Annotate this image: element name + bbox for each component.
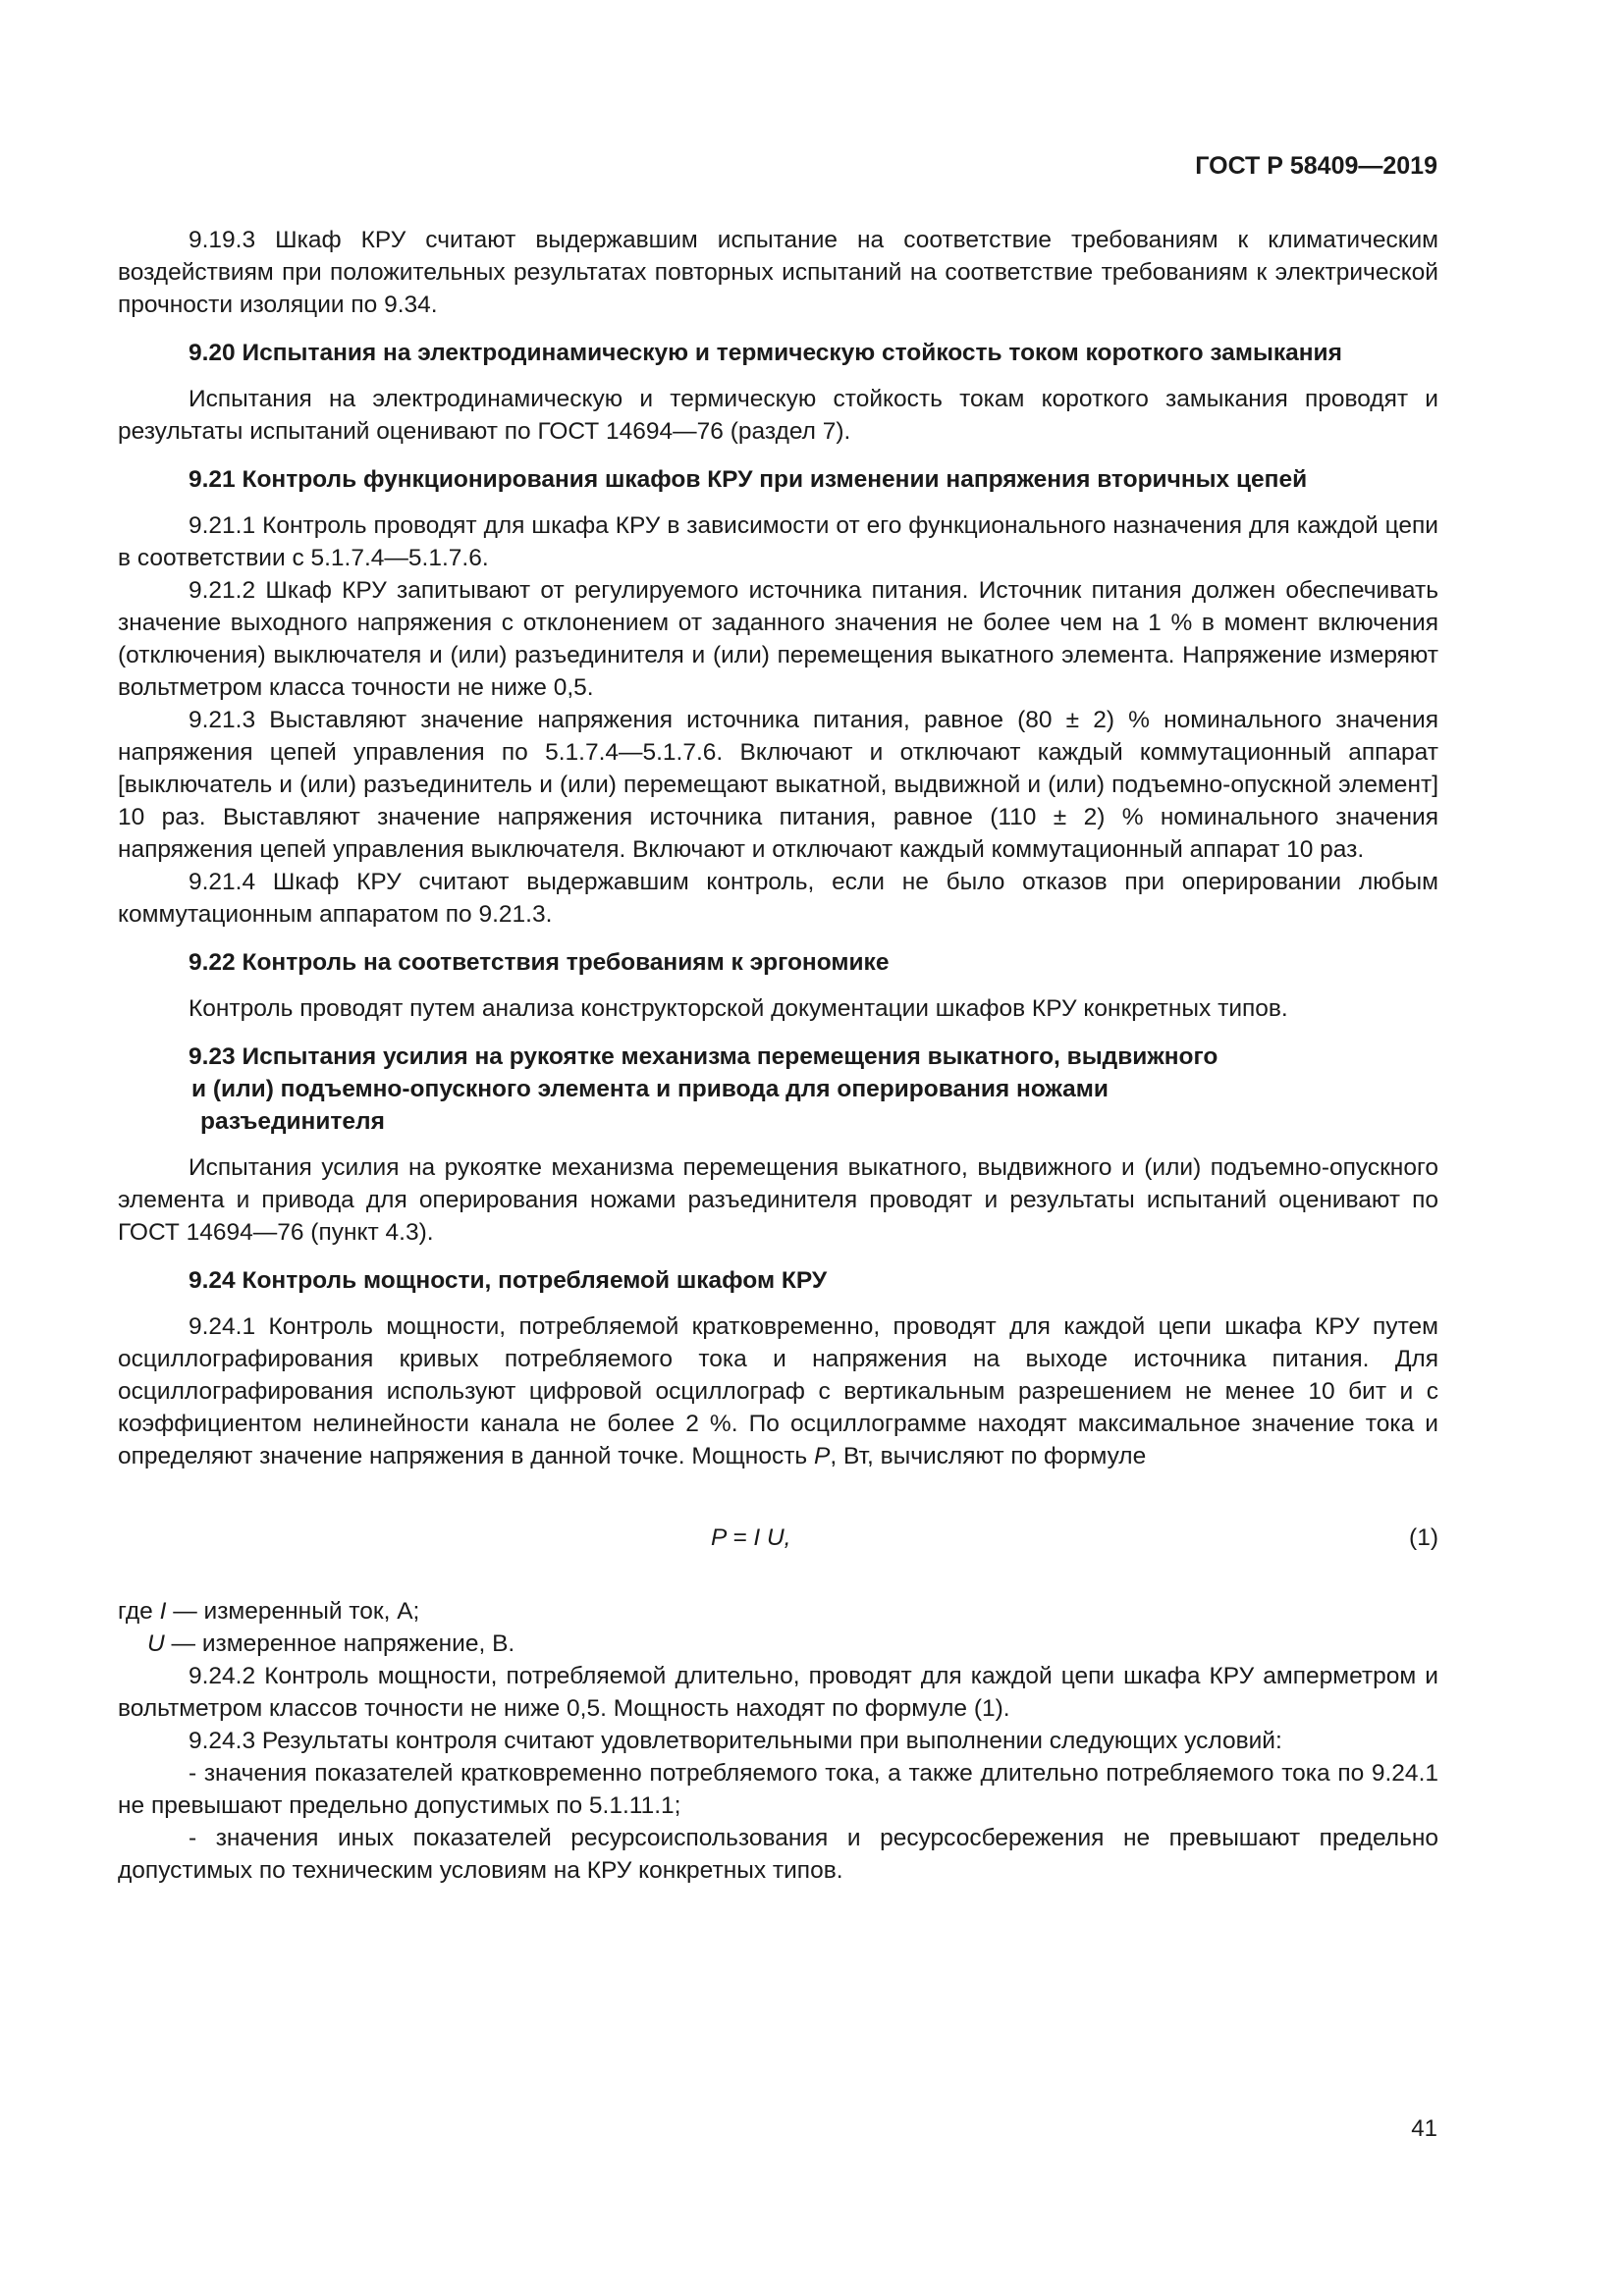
paragraph-9-21-1: 9.21.1 Контроль проводят для шкафа КРУ в зависимости от его функционального назначения для каждой цепи в соответствии с 5.1.7.4—5.1.7.6. — [118, 512, 1438, 571]
paragraph-9-24-3: 9.24.3 Результаты контроля считают удовлетворительными при выполнении следующих условий: — [189, 1728, 1282, 1754]
paragraph-9-24-1: 9.24.1 Контроль мощности, потребляемой кратковременно, проводят для каждой цепи шкафа КРУ путем осциллографирования кривых потребляемого тока и напряжения на выходе источника питания. Для осциллографирования используют цифровой осциллограф с вертикальным разрешением не менее 10 бит и с коэффициентом нелинейности канала не более 2 %. По осциллограмме находят максимальное значение тока и определяют значение напряжения в данной точке. Мощность P, Вт, вычисляют по формуле — [118, 1313, 1438, 1469]
formula-number: (1) — [1409, 1524, 1438, 1551]
heading-9-23-line-1: 9.23 Испытания усилия на рукоятке механизма перемещения выкатного, выдвижного — [189, 1043, 1218, 1070]
page-body — [118, 224, 1438, 1887]
document-header: ГОСТ Р 58409—2019 — [1195, 152, 1437, 180]
where-line-voltage: U — измеренное напряжение, В. — [147, 1630, 515, 1657]
heading-9-22: 9.22 Контроль на соответствия требованиям к эргономике — [189, 949, 890, 976]
heading-9-23 — [118, 1041, 1438, 1138]
list-item-1: - значения показателей кратковременно потребляемого тока, а также длительно потребляемого тока по 9.24.1 не превышают предельно допустимых по 5.1.11.1; — [118, 1760, 1438, 1819]
heading-9-24: 9.24 Контроль мощности, потребляемой шкафом КРУ — [189, 1267, 828, 1294]
paragraph-9-21-3: 9.21.3 Выставляют значение напряжения источника питания, равное (80 ± 2) % номинального значения напряжения цепей управления по 5.1.7.4—5.1.7.6. Включают и отключают каждый коммутационный аппарат [выключатель и (или) разъединитель и (или) перемещают выкатной, выдвижной и (или) подъемно-опускной элемент] 10 раз. Выставляют значение напряжения источника питания, равное (110 ± 2) % номинального значения напряжения цепей управления выключателя. Включают и отключают каждый коммутационный аппарат 10 раз. — [118, 707, 1438, 863]
paragraph-9-23: Испытания усилия на рукоятке механизма перемещения выкатного, выдвижного и (или) подъемно-опускного элемента и привода для оперирования ножами разъединителя проводят и результаты испытаний оценивают по ГОСТ 14694—76 (пункт 4.3). — [118, 1154, 1438, 1246]
formula-expression: P = I U, — [711, 1524, 791, 1551]
paragraph-9-24-2: 9.24.2 Контроль мощности, потребляемой длительно, проводят для каждой цепи шкафа КРУ амперметром и вольтметром классов точности не ниже 0,5. Мощность находят по формуле (1). — [118, 1663, 1438, 1722]
paragraph-9-21-2: 9.21.2 Шкаф КРУ запитывают от регулируемого источника питания. Источник питания должен обеспечивать значение выходного напряжения с отклонением от заданного значения не более чем на 1 % в момент включения (отключения) выключателя и (или) разъединителя и (или) перемещения выкатного элемента. Напряжение измеряют вольтметром класса точности не ниже 0,5. — [118, 577, 1438, 701]
paragraph-9-20: Испытания на электродинамическую и термическую стойкость токам короткого замыкания проводят и результаты испытаний оценивают по ГОСТ 14694—76 (раздел 7). — [118, 386, 1438, 445]
heading-9-23-line-3: разъединителя — [200, 1108, 385, 1135]
page-number: 41 — [1411, 2115, 1437, 2142]
paragraph-9-22: Контроль проводят путем анализа конструкторской документации шкафов КРУ конкретных типов. — [189, 995, 1288, 1022]
heading-9-20: 9.20 Испытания на электродинамическую и термическую стойкость током короткого замыкания — [189, 340, 1342, 366]
formula-1 — [118, 1522, 1438, 1554]
variable-p: P — [814, 1443, 831, 1469]
paragraph-9-21-4: 9.21.4 Шкаф КРУ считают выдержавшим контроль, если не было отказов при оперировании любым коммутационным аппаратом по 9.21.3. — [118, 869, 1438, 928]
paragraph-9-19-3: 9.19.3 Шкаф КРУ считают выдержавшим испытание на соответствие требованиям к климатическим воздействиям при положительных результатах повторных испытаний на соответствие требованиям к электрической прочности изоляции по 9.34. — [118, 227, 1438, 318]
where-line-current: где I — измеренный ток, А; — [118, 1598, 420, 1625]
list-item-2: - значения иных показателей ресурсоиспользования и ресурсосбережения не превышают предельно допустимых по техническим условиям на КРУ конкретных типов. — [118, 1825, 1438, 1884]
heading-9-23-line-2: и (или) подъемно-опускного элемента и привода для оперирования ножами — [191, 1076, 1109, 1102]
heading-9-21: 9.21 Контроль функционирования шкафов КРУ при изменении напряжения вторичных цепей — [189, 466, 1308, 493]
